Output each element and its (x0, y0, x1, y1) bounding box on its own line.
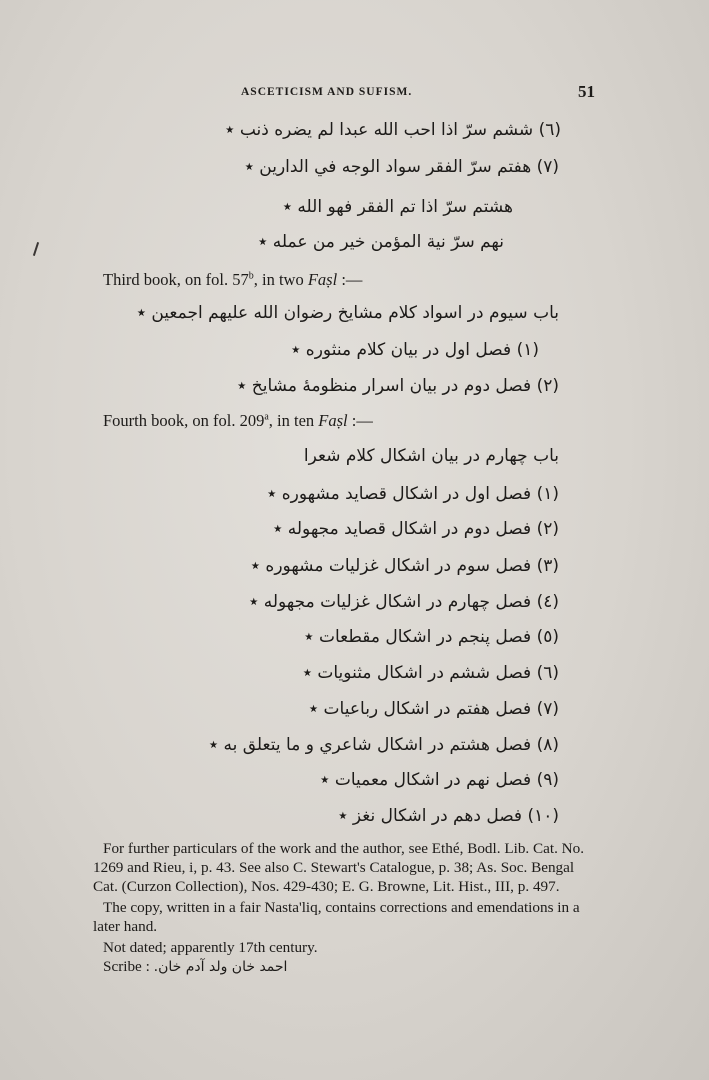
fourth-book-intro-mid: , in ten (268, 411, 319, 430)
third-book-item-2: (٢) فصل دوم در بيان اسرار منظومهٔ مشايخ ٭ (237, 376, 559, 396)
bibliographic-notes (93, 839, 593, 977)
fourth-book-item-10: (١٠) فصل دهم در اشكال نغز ٭ (338, 806, 559, 826)
fourth-book-item-4: (٤) فصل چهارم در اشكال غزليات مجهوله ٭ (249, 592, 559, 612)
fourth-book-item-6: (٦) فصل ششم در اشكال مثنويات ٭ (302, 663, 559, 683)
third-book-intro-suffix: :— (337, 270, 363, 289)
page-header (0, 82, 709, 106)
scribe-name: احمد خان ولد آدم خان. (153, 959, 288, 975)
fourth-book-folio-side: a (264, 411, 269, 423)
scribe-note (93, 957, 593, 977)
third-book-intro-prefix: Third book, on fol. 57 (103, 270, 249, 289)
further-particulars-note: For further particulars of the work and the author, see Ethé, Bodl. Lib. Cat. No. 1269 and Rieu, i, p. 43. See also C. Stewart's Catalogue, p. 38; As. Soc. Bengal Cat. (Curzon Collection), Nos. 429-430; E. G. Browne, Lit. Hist., III, p. 497. (93, 840, 585, 895)
fourth-book-item-9: (٩) فصل نهم در اشكال معميات ٭ (320, 770, 559, 790)
arabic-line-8: هشتم سرّ اذا تم الفقر فهو الله ٭ (282, 197, 513, 217)
fourth-book-intro-suffix: :— (347, 411, 373, 430)
scribe-label: Scribe : (103, 958, 150, 975)
fourth-book-item-2: (٢) فصل دوم در اشكال قصايد مجهوله ٭ (273, 519, 559, 539)
running-title: ASCETICISM AND SUFISM. (241, 86, 413, 98)
date-note: Not dated; apparently 17th century. (103, 939, 318, 956)
page-number: 51 (578, 82, 595, 101)
fourth-book-fasl: Faṣl (318, 411, 348, 430)
fourth-book-item-7: (٧) فصل هفتم در اشكال رباعيات ٭ (308, 699, 559, 719)
third-book-folio-side: b (248, 270, 254, 282)
arabic-line-7: (٧) هفتم سرّ الفقر سواد الوجه في الدارين ٭ (244, 157, 559, 177)
fourth-book-heading: باب چهارم در بيان اشكال كلام شعرا (303, 446, 559, 466)
arabic-line-9: نهم سرّ نية المؤمن خير من عمله ٭ (258, 232, 504, 252)
third-book-fasl: Faṣl (307, 270, 338, 289)
fourth-book-item-8: (٨) فصل هشتم در اشكال شاعري و ما يتعلق به ٭ (208, 735, 559, 755)
fourth-book-intro-prefix: Fourth book, on fol. 209 (103, 411, 265, 430)
fourth-book-item-3: (٣) فصل سوم در اشكال غزليات مشهوره ٭ (250, 556, 559, 576)
fourth-book-intro (103, 411, 373, 431)
copy-description-note: The copy, written in a fair Nasta'liq, contains corrections and emendations in a later hand. (93, 899, 580, 935)
third-book-intro-mid: , in two (253, 270, 308, 289)
third-book-item-1: (١) فصل اول در بيان كلام منثوره ٭ (291, 340, 539, 360)
third-book-intro (103, 270, 362, 290)
arabic-line-6: (٦) ششم سرّ اذا احب الله عبدا لم يضره ذنب ٭ (225, 120, 561, 140)
fourth-book-item-1: (١) فصل اول در اشكال قصايد مشهوره ٭ (267, 484, 559, 504)
margin-pencil-mark (33, 242, 39, 256)
third-book-heading: باب سيوم در اسواد كلام مشايخ رضوان الله عليهم اجمعين ٭ (136, 303, 559, 323)
fourth-book-item-5: (٥) فصل پنجم در اشكال مقطعات ٭ (304, 627, 559, 647)
